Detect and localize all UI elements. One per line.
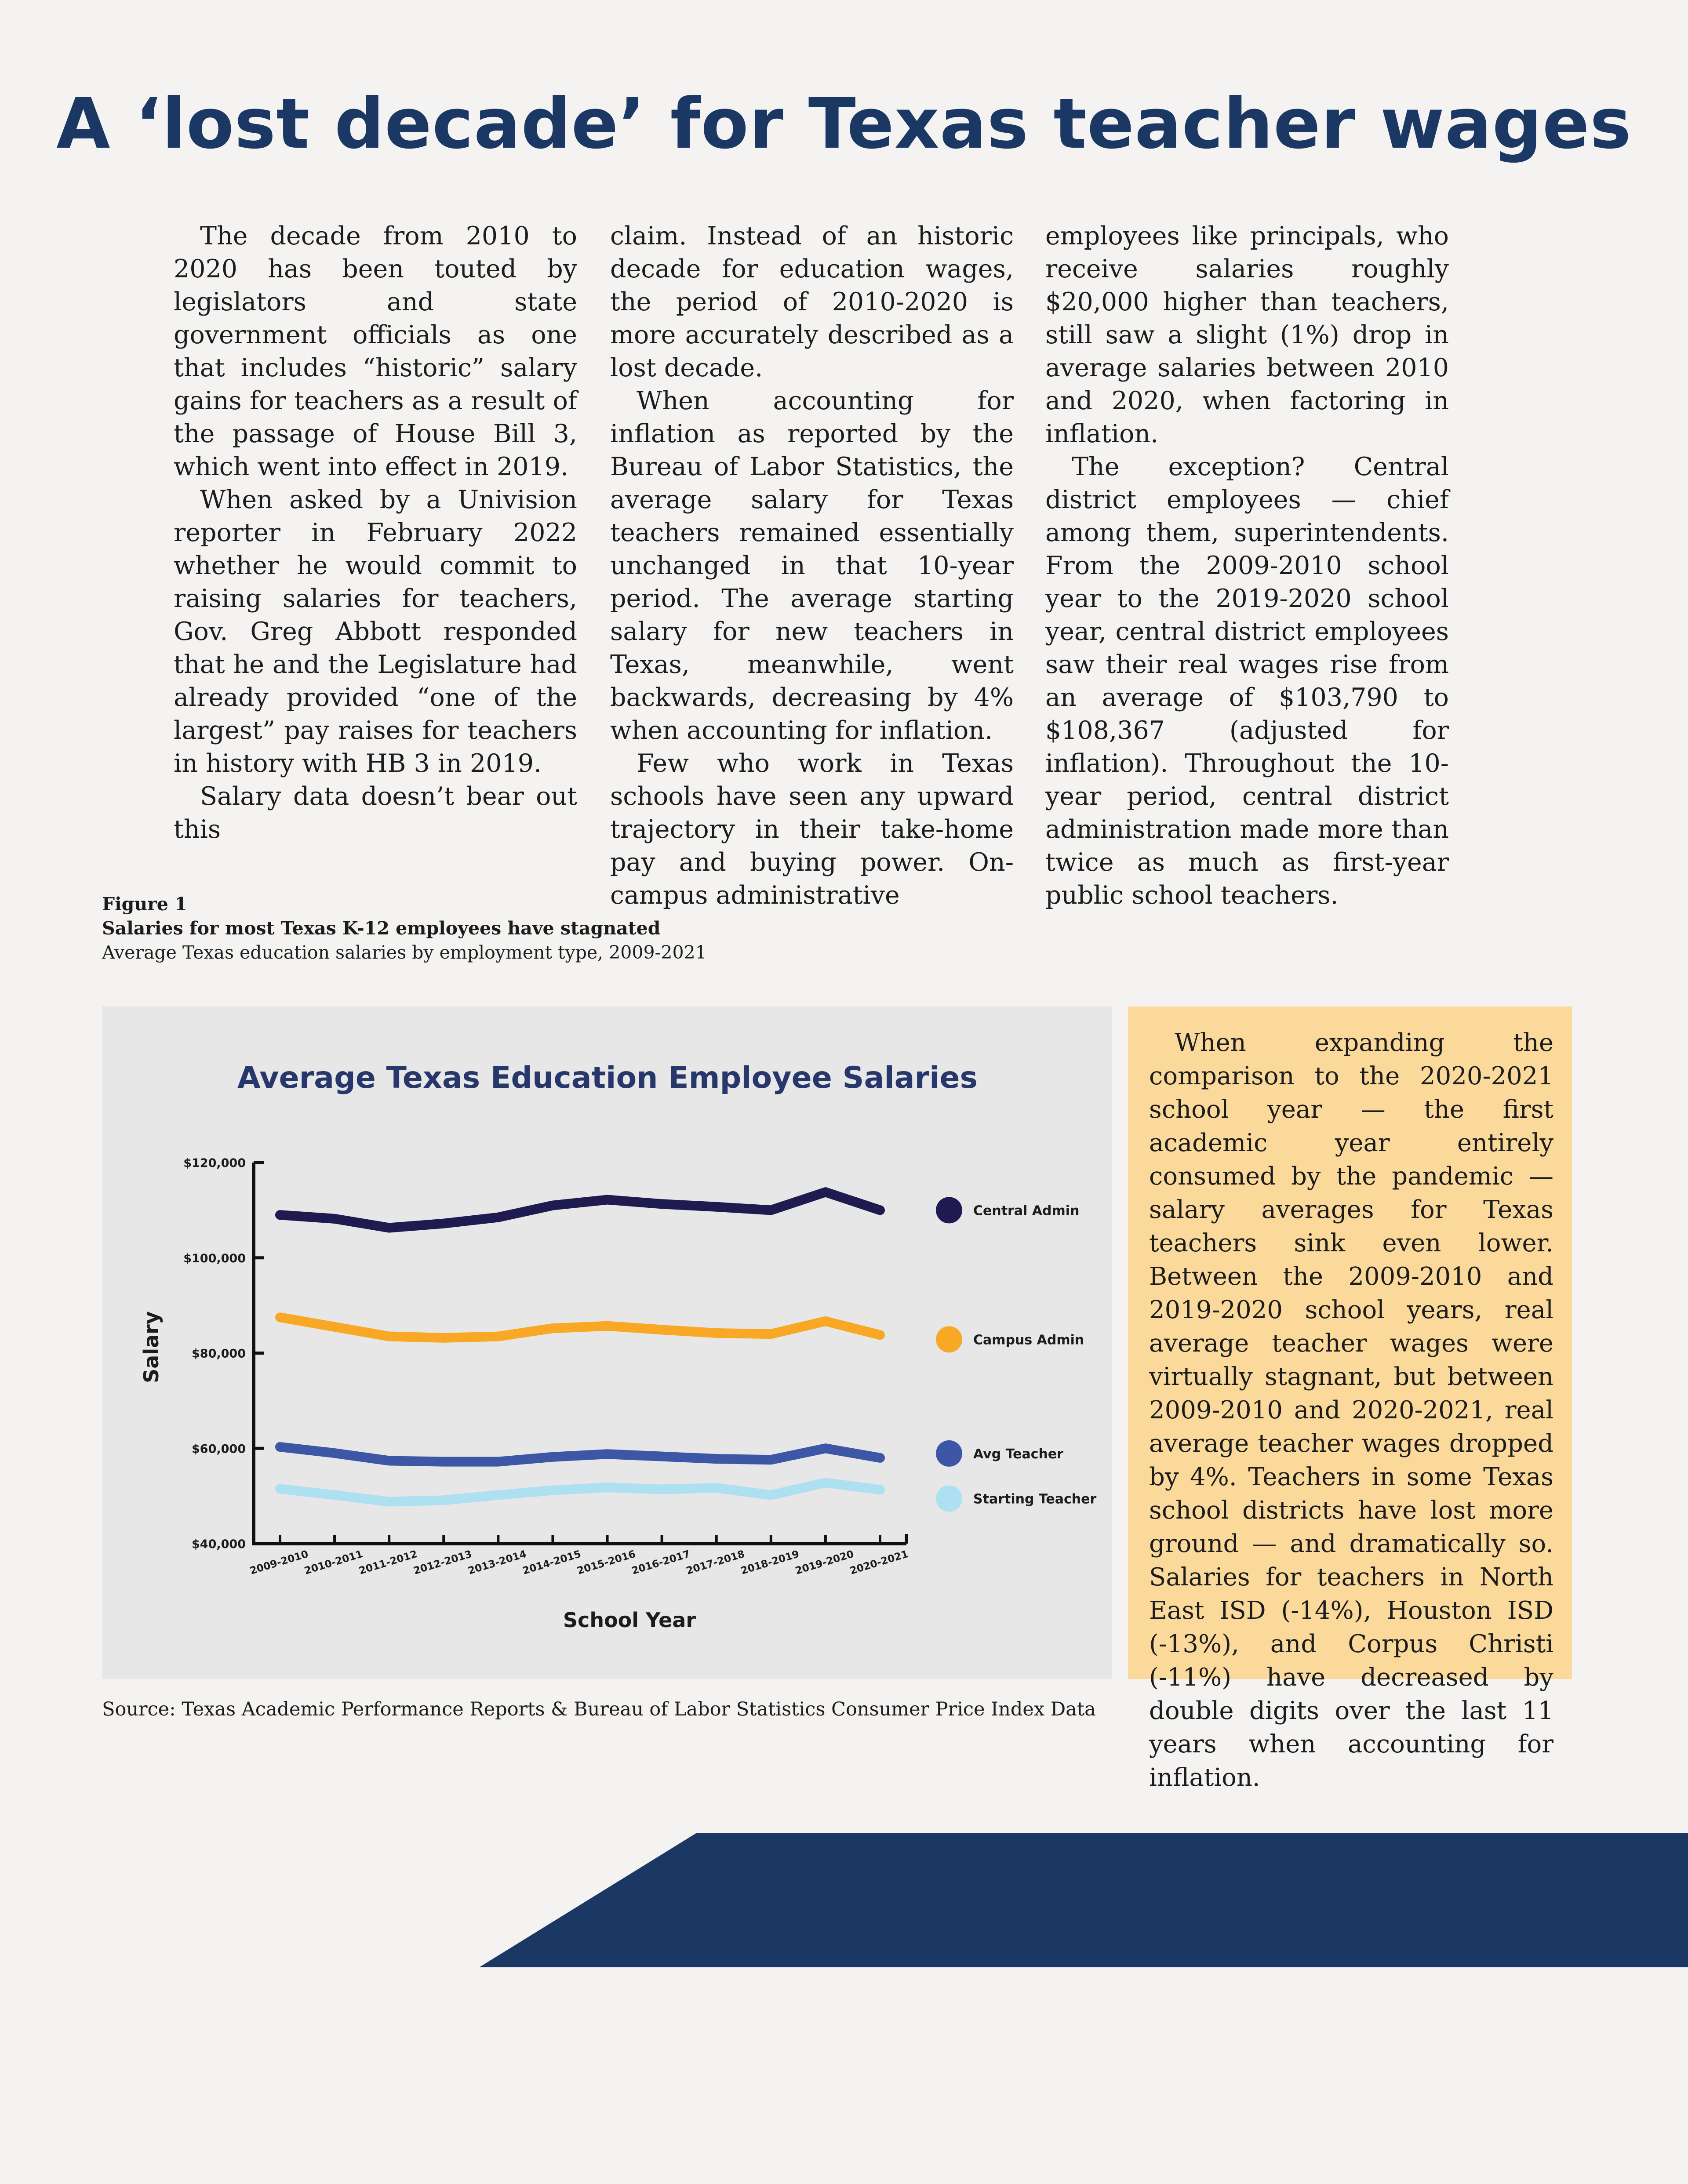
banner-shape (479, 1833, 1688, 1967)
paragraph: The decade from 2010 to 2020 has been touted by legislators and state government officials as one that includes “historic” salary gains for teachers as a result of the passage of House Bill 3, which went into effect in 2019. (174, 222, 577, 481)
paragraph: claim. Instead of an historic decade for education wages, the period of 2010-2020 is more accurately described as a lost decade. (610, 222, 1014, 382)
x-tick-label: 2010-2011 (303, 1548, 364, 1577)
figure-heading: Salaries for most Texas K-12 employees have stagnated (102, 918, 661, 939)
text-column-2 (610, 220, 1014, 912)
paragraph: employees like principals, who receive salaries roughly $20,000 higher than teachers, still saw a slight (1%) drop in average salaries between 2010 and 2020, when factoring in inflation. (1045, 222, 1449, 448)
y-tick-label: $60,000 (192, 1442, 246, 1456)
series-line-campus-admin (280, 1317, 880, 1338)
figure-label: Figure 1 (102, 894, 187, 915)
legend-label: Starting Teacher (973, 1491, 1097, 1507)
y-axis-label: Salary (139, 1311, 163, 1383)
x-tick-label: 2013-2014 (466, 1548, 528, 1577)
x-tick-label: 2015-2016 (575, 1548, 637, 1577)
series-line-central-admin (280, 1192, 880, 1228)
paragraph: When accounting for inflation as reported by the Bureau of Labor Statistics, the average salary for Texas teachers remained essentially unchanged in that 10-year period. The average starting salary for new teachers in Texas, meanwhile, went backwards, decreasing by 4% when accounting for inflation. (610, 386, 1014, 745)
x-tick-label: 2014-2015 (521, 1548, 582, 1577)
figure-subtitle: Average Texas education salaries by employment type, 2009-2021 (102, 942, 707, 963)
text-column-1 (174, 220, 577, 846)
paragraph: Few who work in Texas schools have seen any upward trajectory in their take-home pay and buying power. On-campus administrative (610, 749, 1014, 910)
x-tick-label: 2016-2017 (630, 1548, 692, 1577)
y-tick-label: $120,000 (183, 1156, 246, 1170)
legend-label: Campus Admin (973, 1332, 1084, 1348)
y-tick-label: $100,000 (183, 1251, 246, 1265)
legend-swatch (936, 1326, 962, 1352)
article-title: A ‘lost decade’ for Texas teacher wages (56, 84, 1632, 164)
series-line-avg-teacher (280, 1447, 880, 1462)
x-tick-label: 2019-2020 (794, 1548, 855, 1577)
figure-source: Source: Texas Academic Performance Reports & Bureau of Labor Statistics Consumer Price Index Data (102, 1698, 1096, 1720)
sidebar-text: When expanding the comparison to the 2020-2021 school year — the first academic year entirely consumed by the pandemic — salary averages for Texas teachers sink even lower. Between the 2009-2010 and 2019-2020 school years, real average teacher wages were virtually stagnant, but between 2009-2010 and 2020-2021, real average teacher wages dropped by 4%. Teachers in some Texas school districts have lost more ground — and dramatically so. Salaries for teachers in North East ISD (-14%), Houston ISD (-13%), and Corpus Christi (-11%) have decreased by double digits over the last 11 years when accounting for inflation. (1149, 1028, 1553, 1792)
y-tick-label: $80,000 (192, 1347, 246, 1361)
paragraph: When asked by a Univision reporter in February 2022 whether he would commit to raising salaries for teachers, Gov. Greg Abbott responded that he and the Legislature had already provided “one of the largest” pay raises for teachers in history with HB 3 in 2019. (174, 485, 577, 778)
legend-swatch (936, 1197, 962, 1223)
x-tick-label: 2009-2010 (248, 1548, 310, 1577)
sidebar-callout (1128, 1007, 1572, 1792)
x-tick-label: 2017-2018 (685, 1548, 746, 1577)
x-axis-label: School Year (563, 1608, 696, 1632)
legend-label: Avg Teacher (973, 1446, 1063, 1462)
paragraph: The exception? Central district employees — chief among them, superintendents. From the 2009-2010 school year to the 2019-2020 school year, central district employees saw their real wages rise from an average of $103,790 to $108,367 (adjusted for inflation). Throughout the 10-year period, central district administration made more than twice as much as first-year public school teachers. (1045, 452, 1449, 910)
legend-swatch (936, 1440, 962, 1467)
y-tick-label: $40,000 (192, 1537, 246, 1551)
salary-line-chart (102, 1007, 1112, 1679)
text-column-3 (1045, 220, 1449, 912)
paragraph: Salary data doesn’t bear out this (174, 782, 577, 844)
chart-title: Average Texas Education Employee Salaries (237, 1061, 978, 1095)
legend-swatch (936, 1486, 962, 1512)
series-line-starting-teacher (280, 1483, 880, 1501)
x-tick-label: 2012-2013 (412, 1548, 473, 1577)
legend-label: Central Admin (973, 1203, 1080, 1219)
x-tick-label: 2020-2021 (848, 1548, 910, 1577)
x-tick-label: 2018-2019 (739, 1548, 801, 1577)
decorative-banner (0, 1833, 1688, 1969)
chart-panel (102, 1007, 1112, 1679)
x-tick-label: 2011-2012 (357, 1548, 419, 1577)
